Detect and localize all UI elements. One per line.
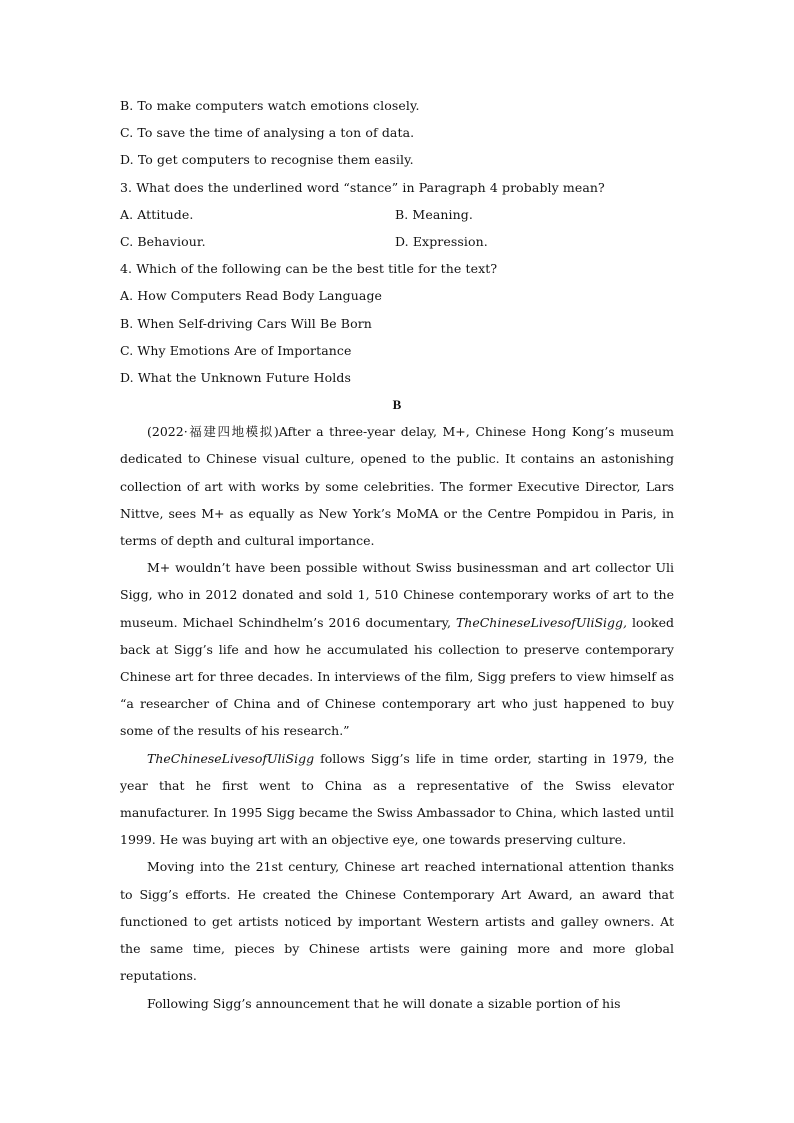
q3-option-a: A. Attitude. xyxy=(120,206,194,222)
q3-stem: 3. What does the underlined word “stance” in Paragraph 4 probably mean? xyxy=(120,179,605,195)
film-title: TheChineseLivesofUliSigg, xyxy=(455,614,628,630)
paragraph-5: Following Sigg’s announcement that he will donate a sizable portion of his xyxy=(147,995,621,1011)
section-heading: B xyxy=(392,397,402,413)
document-page xyxy=(120,92,674,1017)
paragraph-2-text-b: looked back at Sigg’s life and how he accumulated his collection to preserve contemporary Chinese art for three decades. In interviews of the film, Sigg prefers to view himself as “a researcher of China and of Chinese contemporary art who just happened to buy some of the results of his research.” xyxy=(120,614,674,739)
q2-option-c: C. To save the time of analysing a ton of data. xyxy=(120,125,415,141)
q3-options-row-1 xyxy=(120,201,674,228)
q4-option-a: A. How Computers Read Body Language xyxy=(120,288,383,304)
q4-option-d: D. What the Unknown Future Holds xyxy=(120,370,351,386)
q3-options-row-2 xyxy=(120,228,674,255)
q2-option-d: D. To get computers to recognise them easily. xyxy=(120,152,414,168)
q3-option-c: C. Behaviour. xyxy=(120,234,206,250)
paragraph-1: (2022·福建四地模拟)After a three-year delay, M+, Chinese Hong Kong’s museum dedicated to Chinese visual culture, opened to the public. It contains an astonishing collection of art with works by some celebrities. The former Executive Director, Lars Nittve, sees M+ as equally as New York’s MoMA or the Centre Pompidou in Paris, in terms of depth and cultural importance. xyxy=(120,424,674,549)
q2-option-b: B. To make computers watch emotions closely. xyxy=(120,98,420,113)
paragraph-2-text-a: M+ wouldn’t have been possible without Swiss businessman and art collector Uli Sigg, who in 2012 donated and sold 1, 510 Chinese contemporary works of art to the museum. Michael Schindhelm’s 2016 documentary, xyxy=(120,560,674,630)
paragraph-3 xyxy=(120,745,674,854)
paragraph-2 xyxy=(120,554,674,744)
q3-option-b: B. Meaning. xyxy=(395,206,473,222)
paragraph-3-text: follows Sigg’s life in time order, starting in 1979, the year that he first went to China as a representative of the Swiss elevator manufacturer. In 1995 Sigg became the Swiss Ambassador to China, which lasted until 1999. He was buying art with an objective eye, one towards preserving culture. xyxy=(120,750,674,848)
passage-b xyxy=(120,418,674,1016)
paragraph-4: Moving into the 21st century, Chinese art reached international attention thanks to Sigg’s efforts. He created the Chinese Contemporary Art Award, an award that functioned to get artists noticed by important Western artists and galley owners. At the same time, pieces by Chinese artists were gaining more and more global reputations. xyxy=(120,859,674,984)
q4-stem: 4. Which of the following can be the best title for the text? xyxy=(120,261,498,277)
film-title: TheChineseLivesofUliSigg xyxy=(147,750,315,766)
q3-option-d: D. Expression. xyxy=(395,234,488,250)
q4-option-b: B. When Self-driving Cars Will Be Born xyxy=(120,315,372,331)
q4-option-c: C. Why Emotions Are of Importance xyxy=(120,342,352,358)
